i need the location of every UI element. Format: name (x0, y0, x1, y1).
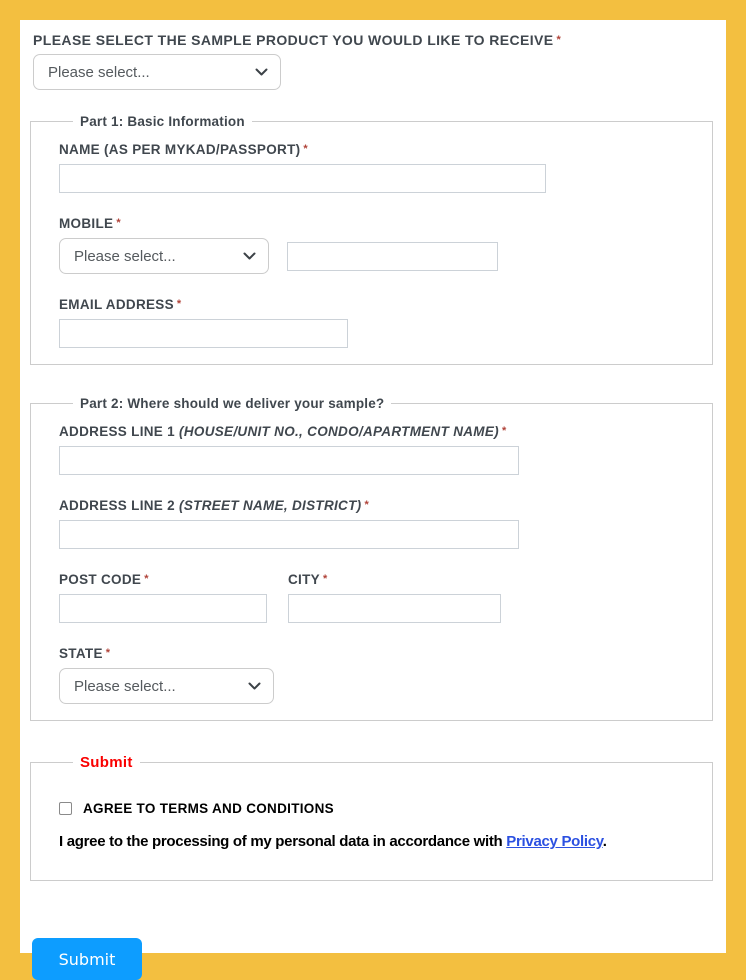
address1-label-text: ADDRESS LINE 1 (59, 424, 175, 439)
address2-field-group (59, 498, 692, 549)
part1-fieldset (30, 114, 713, 365)
required-marker: * (364, 499, 370, 511)
required-marker: * (144, 573, 149, 585)
name-label (59, 142, 692, 157)
required-marker: * (501, 425, 507, 437)
form-card (20, 20, 726, 969)
name-label-text: NAME (AS PER MYKAD/PASSPORT) (59, 142, 301, 157)
agree-row (59, 801, 692, 816)
state-select-value: Please select... (74, 677, 176, 695)
address1-label-note: (HOUSE/UNIT NO., CONDO/APARTMENT NAME) (179, 424, 499, 439)
required-marker: * (556, 34, 562, 46)
address2-label-text: ADDRESS LINE 2 (59, 498, 175, 513)
state-label-text: STATE (59, 646, 103, 661)
chevron-down-icon (248, 682, 261, 690)
address2-label (59, 498, 692, 513)
address1-input[interactable] (59, 446, 519, 475)
email-label (59, 297, 692, 312)
chevron-down-icon (243, 252, 256, 260)
privacy-statement (59, 833, 692, 850)
mobile-field-group (59, 216, 692, 274)
mobile-row (59, 238, 692, 274)
city-input[interactable] (288, 594, 501, 623)
postcode-input[interactable] (59, 594, 267, 623)
privacy-text-after: . (602, 833, 607, 850)
email-label-text: EMAIL ADDRESS (59, 297, 174, 312)
privacy-text-before: I agree to the processing of my personal data in accordance with (59, 833, 507, 850)
city-label (288, 572, 501, 587)
part2-legend: Part 2: Where should we deliver your sample? (80, 396, 385, 411)
address2-label-note: (STREET NAME, DISTRICT) (179, 498, 362, 513)
postcode-label-text: POST CODE (59, 572, 142, 587)
mobile-prefix-value: Please select... (74, 247, 176, 265)
state-select[interactable] (59, 668, 274, 704)
city-label-text: CITY (288, 572, 320, 587)
postcode-label (59, 572, 288, 587)
postcode-field-group (59, 572, 288, 623)
state-label (59, 646, 692, 661)
email-input[interactable] (59, 319, 348, 348)
name-field-group (59, 142, 692, 193)
product-select-label-text: PLEASE SELECT THE SAMPLE PRODUCT YOU WOULD LIKE TO RECEIVE (33, 32, 554, 48)
required-marker: * (105, 647, 111, 659)
mobile-number-input[interactable] (287, 242, 498, 271)
email-field-group (59, 297, 692, 348)
agree-checkbox-label: AGREE TO TERMS AND CONDITIONS (83, 801, 334, 816)
mobile-prefix-select[interactable] (59, 238, 269, 274)
chevron-down-icon (255, 68, 268, 76)
product-select[interactable] (33, 54, 281, 90)
postcode-city-row (59, 572, 692, 623)
required-marker: * (322, 573, 328, 585)
required-marker: * (176, 298, 182, 310)
address2-input[interactable] (59, 520, 519, 549)
required-marker: * (116, 217, 121, 229)
part1-legend: Part 1: Basic Information (80, 114, 245, 129)
state-field-group (59, 646, 692, 704)
agree-checkbox[interactable] (59, 802, 72, 815)
mobile-label-text: MOBILE (59, 216, 114, 231)
name-input[interactable] (59, 164, 546, 193)
address1-field-group (59, 424, 692, 475)
submit-legend: Submit (80, 754, 133, 771)
mobile-label (59, 216, 692, 231)
part2-fieldset (30, 396, 713, 721)
required-marker: * (303, 143, 309, 155)
product-select-value: Please select... (48, 63, 150, 81)
submit-button[interactable]: Submit (32, 938, 142, 980)
submit-fieldset (30, 754, 713, 881)
privacy-policy-link[interactable]: Privacy Policy (506, 833, 603, 850)
city-field-group (288, 572, 501, 623)
address1-label (59, 424, 692, 439)
product-select-label (33, 32, 713, 48)
